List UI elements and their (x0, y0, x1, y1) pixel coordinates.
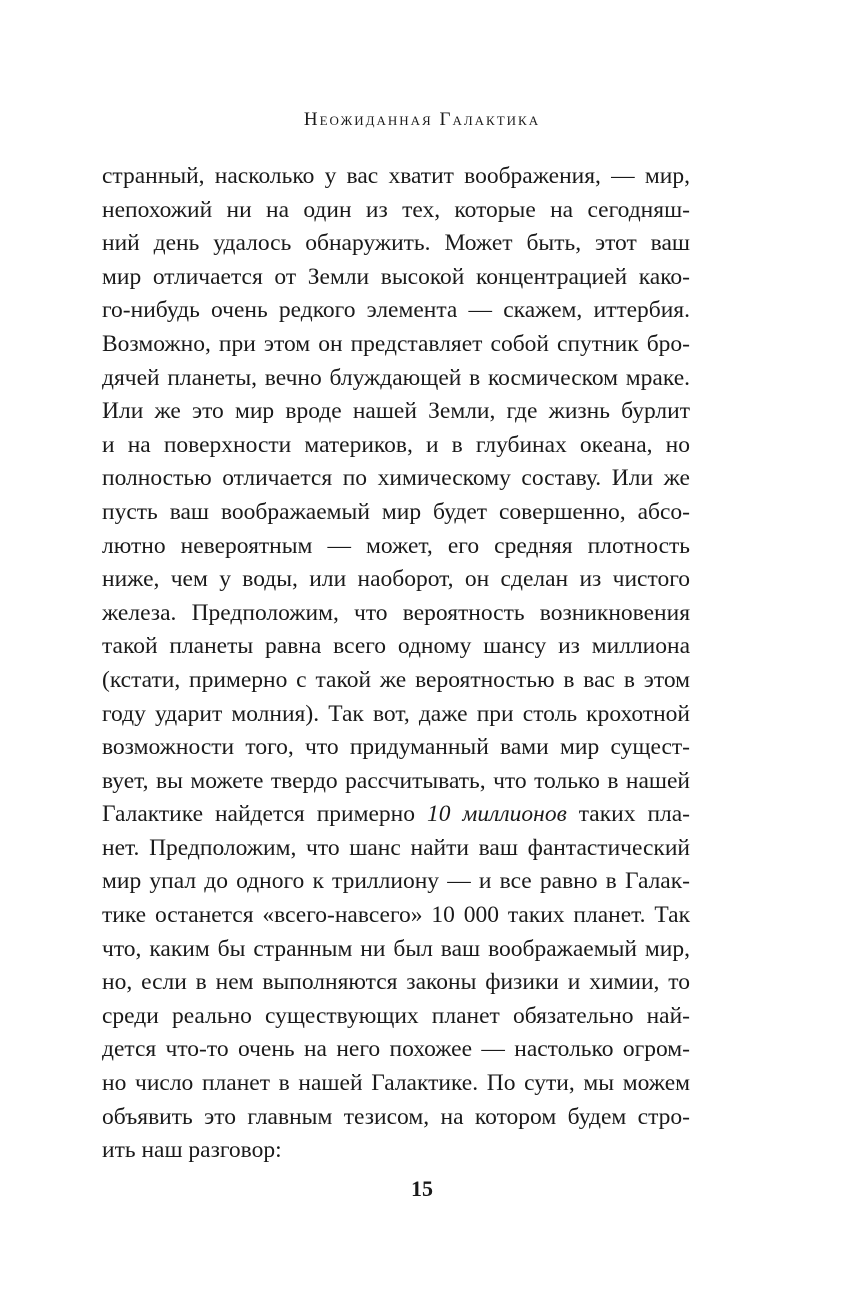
text-line: но, если в нем выполняются законы физики и химии, то (102, 969, 690, 996)
text-line: дячей планеты, вечно блуждающей в космическом мраке. (102, 364, 690, 391)
line-text-before: Галактике найдется примерно (102, 801, 427, 828)
text-line: го-нибудь очень редкого элемента — скажем, иттербия. (102, 297, 690, 324)
text-line: непохожий ни на один из тех, которые на сегодняш- (102, 196, 690, 223)
text-line: ний день удалось обнаружить. Может быть, этот ваш (102, 230, 690, 257)
text-line: году ударит молния). Так вот, даже при столь крохотной (102, 700, 690, 727)
running-head: Неожиданная Галактика (303, 109, 541, 130)
text-line: железа. Предположим, что вероятность возникновения (102, 599, 690, 626)
text-line: дется что-то очень на него похожее — настолько огром- (102, 1036, 690, 1063)
text-line: возможности того, что придуманный вами мир сущест- (102, 734, 690, 761)
line-text-after: таких пла- (566, 801, 690, 828)
text-line: мир отличается от Земли высокой концентрацией како- (102, 263, 690, 290)
text-line: но число планет в нашей Галактике. По сути, мы можем (102, 1070, 690, 1097)
text-line: ниже, чем у воды, или наоборот, он сделан из чистого (102, 566, 690, 593)
text-line: странный, насколько у вас хватит воображения, — мир, (102, 163, 690, 189)
text-line: Возможно, при этом он представляет собой спутник бро- (102, 330, 690, 357)
text-line: (кстати, примерно с такой же вероятностью в вас в этом (102, 666, 690, 693)
text-line: мир упал до одного к триллиону — и все равно в Галак- (102, 868, 690, 895)
text-line-last: ить наш разговор: (102, 1137, 282, 1164)
text-line: лютно невероятным — может, его средняя плотность (102, 532, 690, 559)
text-line: пусть ваш воображаемый мир будет совершенно, абсо- (102, 498, 690, 525)
page-number: 15 (411, 1176, 433, 1201)
text-line: среди реально существующих планет обязательно най- (102, 1002, 690, 1029)
text-line: вует, вы можете твердо рассчитывать, что только в нашей (102, 767, 690, 794)
text-line: нет. Предположим, что шанс найти ваш фантастический (102, 834, 690, 861)
text-line-with-emphasis (102, 798, 690, 832)
text-line: тике останется «всего-навсего» 10 000 таких планет. Так (102, 902, 690, 929)
text-line: Или же это мир вроде нашей Земли, где жизнь бурлит (102, 398, 690, 425)
text-line: что, каким бы странным ни был ваш воображаемый мир, (102, 935, 690, 962)
text-line: такой планеты равна всего одному шансу из миллиона (102, 633, 690, 660)
body-text (102, 160, 690, 1168)
text-line: полностью отличается по химическому составу. Или же (102, 465, 690, 492)
text-line: объявить это главным тезисом, на котором будем стро- (102, 1103, 690, 1130)
text-line: и на поверхности материков, и в глубинах океана, но (102, 431, 690, 458)
emphasis-text: 10 миллионов (426, 801, 567, 828)
